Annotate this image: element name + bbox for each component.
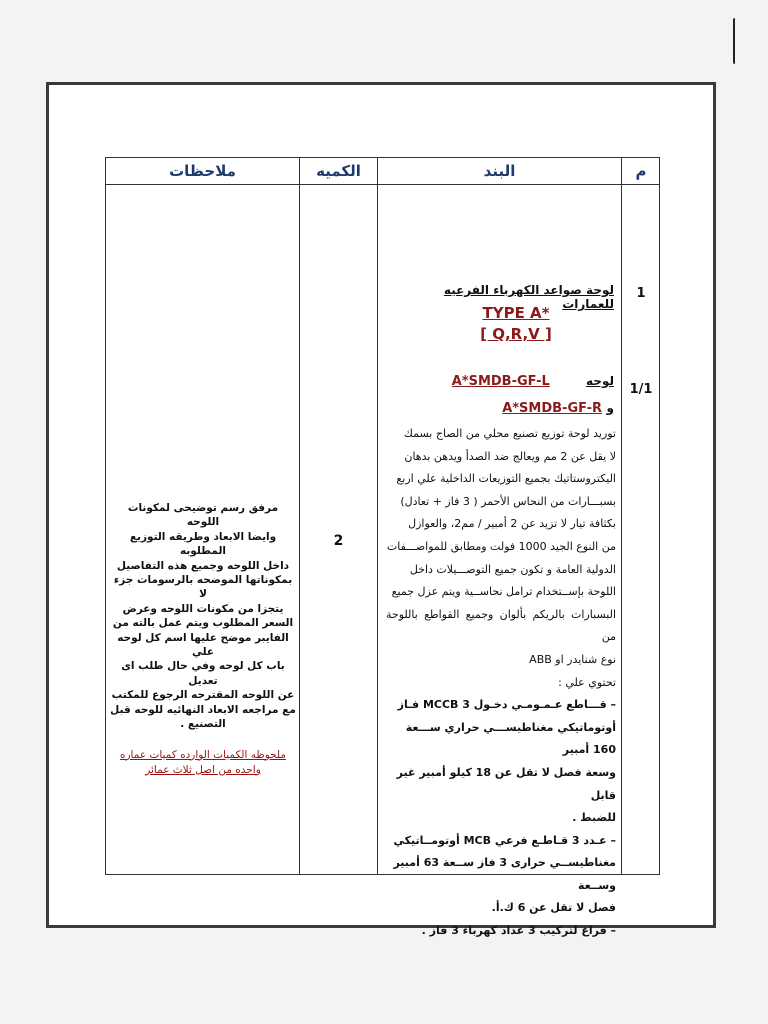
notes-line: وايضا الابعاد وطريقه التوزيع المطلوبه [129, 530, 277, 558]
header-item: البند [483, 162, 516, 180]
scan-edge-mark [733, 18, 739, 64]
notes-line: السعر المطلوب ويتم عمل بالته من [112, 617, 294, 630]
notes-line: عن اللوحه المقترحه الرجوع للمكتب [111, 689, 295, 702]
notes-line: الفايبر موضح عليها اسم كل لوحه علي [117, 631, 289, 659]
description-line: البسبارات بالريكم بألوان وجميع القواطع باللوحة من [386, 607, 616, 644]
spec-line: للضبط . [572, 811, 616, 825]
spec-line: مغناطيســي حرارى 3 فاز ســعة 63 أمبير وســعة [393, 856, 616, 892]
type-variants: [ Q,R,V ] [480, 325, 552, 343]
board-label: لوحه [586, 374, 614, 388]
notes-line: التصنيع . [180, 718, 226, 731]
board-code-line-2 [388, 401, 614, 416]
spec-line: فصل لا تقل عن 6 ك.أ. [491, 901, 616, 915]
description-line: الدولية العامة و تكون جميع التوصـــيلات داخل [409, 562, 616, 576]
header-quantity: الكميه [316, 162, 361, 180]
header-notes: ملاحظات [169, 162, 236, 180]
spec-line: – عـدد 3 قـاطـع فرعي MCB أوتومــاتيكي [393, 833, 616, 847]
quantity-value: 2 [333, 533, 344, 549]
item-description [386, 423, 616, 943]
type-label: TYPE A* [482, 304, 550, 322]
header-number: م [635, 162, 647, 180]
column-divider [621, 158, 622, 874]
row-number-1-1: 1/1 [629, 382, 653, 397]
notes-line: باب كل لوحه وفي حال طلب اى تعديل [121, 660, 285, 687]
description-line: نوع شنايدر او ABB [529, 652, 616, 666]
spec-line: أوتوماتيكي مغناطيســـي حراري ســـعة 160 أمبير [405, 720, 616, 757]
description-line: بكثافة تيار لا تزيد عن 2 أمبير / مم2، والعوازل [408, 517, 616, 531]
description-line: من النوع الجيد 1000 فولت ومطابق للمواصـــفات [386, 539, 616, 553]
description-line: بسبـــارات من النحاس الأحمر ( 3 فاز + تعادل) [400, 494, 616, 508]
description-line: اليكتروستاتيك بجميع التوزيعات الداخلية علي اربع [396, 472, 616, 486]
notes-line: يتجزا من مكونات اللوحه وعرض [122, 602, 284, 615]
notes-line: مع مراجعه الابعاد النهائيه للوحه قبل [110, 703, 296, 716]
notes-cell [110, 501, 296, 778]
description-line: توريد لوحة توزيع تصنيع محلي من الصاج بسمك [403, 427, 616, 440]
row-number-1: 1 [636, 286, 646, 301]
notes-line: داخل اللوحه وجميع هذه التفاصيل [116, 559, 290, 572]
column-divider [377, 158, 378, 874]
column-divider [299, 158, 300, 874]
spec-line: – فراغ لتركيب 3 عداد كهرباء 3 فاز . [421, 924, 616, 938]
bill-of-quantities-table [105, 157, 660, 938]
description-line: لا يقل عن 2 مم ويعالج ضد الصدأ ويدهن بدهان [404, 449, 616, 463]
board-code-line-1 [388, 374, 614, 389]
page-frame [46, 82, 716, 938]
panel-title: لوحة صواعد الكهرباء الفرعيه للعمارات [443, 283, 614, 311]
spec-line: وسعة فصل لا تقل عن 18 كيلو أمبير غير قابل [396, 765, 616, 802]
notes-line: مرفق رسم توضيحى لمكونات اللوحه [127, 502, 279, 529]
quantity-note-line: واحده من اصل ثلاث عمائر [145, 763, 261, 776]
board-code-right: A*SMDB-GF-R [502, 401, 602, 416]
conjunction: و [606, 401, 614, 415]
description-line: اللوحة بإســتخدام ترامل نحاســية ويتم عزل جميع [391, 585, 616, 599]
quantity-note-line: ملحوظه الكميات الوارده كميات عماره [119, 748, 286, 761]
spec-line: – قـــاطع عـمـومـي دخـول MCCB 3 فـاز [397, 698, 616, 712]
description-line: تحتوي علي : [558, 675, 616, 689]
notes-line: بمكوناتها الموضحه بالرسومات جزء لا [113, 574, 293, 601]
board-code-left: A*SMDB-GF-L [451, 374, 550, 389]
